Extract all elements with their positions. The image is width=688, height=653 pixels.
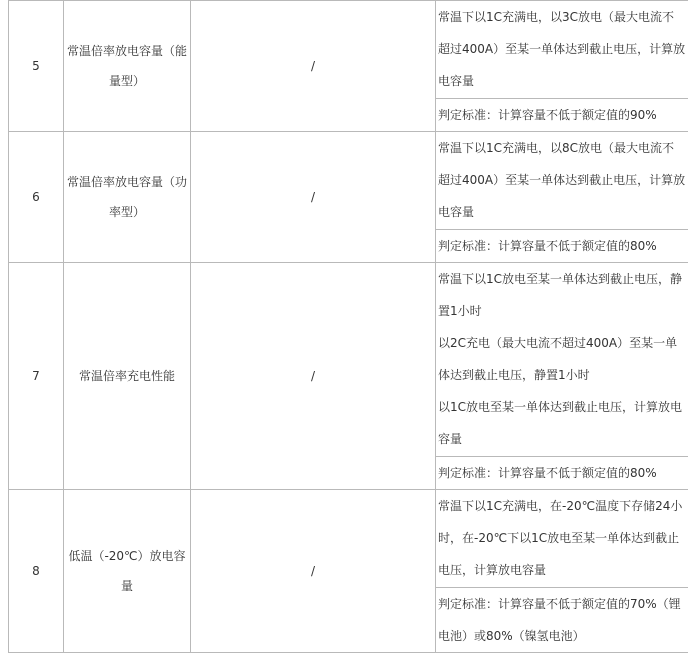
criterion-text: 判定标准：计算容量不低于额定值的90% [436,98,688,131]
table-row [9,1,688,132]
row-number: 8 [9,490,64,653]
test-item-name: 常温倍率放电容量（能量型） [64,1,191,132]
method-cell [436,490,688,653]
table-row [9,490,688,653]
row-number: 7 [9,263,64,490]
table-row [9,263,688,490]
criterion-text: 判定标准：计算容量不低于额定值的80% [436,456,688,489]
test-method-text: 常温下以1C充满电，以3C放电（最大电流不超过400A）至某一单体达到截止电压，计算放电容量 [436,1,688,98]
table-row [9,132,688,263]
test-method-step: 以2C充电（最大电流不超过400A）至某一单体达到截止电压，静置1小时 [438,327,686,391]
note-cell: / [191,490,436,653]
note-cell: / [191,263,436,490]
test-method-block [436,263,688,456]
test-method-text: 常温下以1C充满电，以8C放电（最大电流不超过400A）至某一单体达到截止电压，计算放电容量 [436,132,688,229]
test-item-name: 低温（-20℃）放电容量 [64,490,191,653]
criterion-text: 判定标准：计算容量不低于额定值的80% [436,229,688,262]
test-item-name: 常温倍率放电容量（功率型） [64,132,191,263]
note-cell: / [191,1,436,132]
test-method-step: 以1C放电至某一单体达到截止电压，计算放电容量 [438,391,686,455]
test-item-name: 常温倍率充电性能 [64,263,191,490]
criterion-text: 判定标准：计算容量不低于额定值的70%（锂电池）或80%（镍氢电池） [436,587,688,652]
row-number: 6 [9,132,64,263]
method-cell [436,1,688,132]
note-cell: / [191,132,436,263]
test-spec-table [8,0,688,653]
row-number: 5 [9,1,64,132]
test-method-step: 常温下以1C放电至某一单体达到截止电压，静置1小时 [438,263,686,327]
method-cell [436,132,688,263]
test-method-text: 常温下以1C充满电，在-20℃温度下存储24小时，在-20℃下以1C放电至某一单体达到截止电压，计算放电容量 [436,490,688,587]
method-cell [436,263,688,490]
